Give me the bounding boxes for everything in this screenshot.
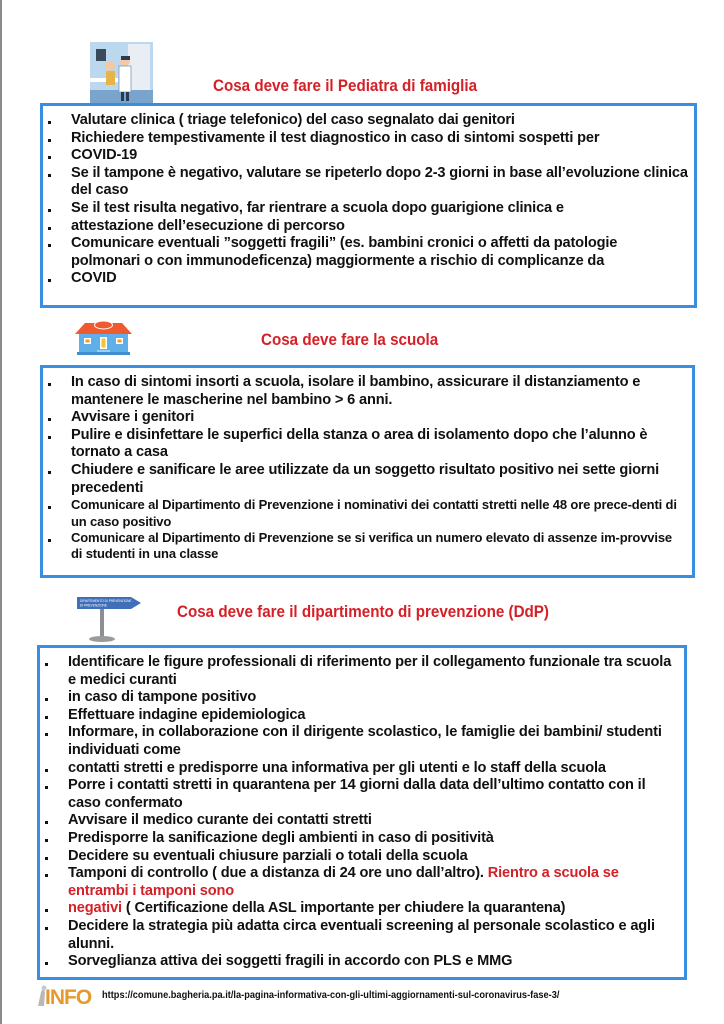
pediatra-actions-box: [40, 103, 697, 308]
list-item: attestazione dell’esecuzione di percorso: [43, 218, 688, 236]
school-building-icon: [75, 320, 132, 356]
list-item: In caso di sintomi insorti a scuola, isolare il bambino, assicurare il distanziamento e mantenere le mascherine nel bambino > 6 anni.: [43, 374, 686, 409]
list-item-text: Tamponi di controllo ( due a distanza di 24 ore uno dall’altro).: [68, 865, 488, 882]
list-item: Avvisare i genitori: [43, 409, 686, 427]
list-item: Effettuare indagine epidemiologica: [40, 707, 678, 725]
list-item: COVID: [43, 270, 688, 288]
list-item: Porre i contatti stretti in quarantena per 14 giorni dalla data dell’ultimo contatto con il caso confermato: [40, 777, 678, 812]
list-item: Richiedere tempestivamente il test diagnostico in caso di sintomi sospetti per: [43, 130, 688, 148]
list-item: Comunicare al Dipartimento di Prevenzione se si verifica un numero elevato di assenze im-provvise di studenti in una classe: [43, 530, 686, 563]
signpost-label: DIPARTIMENTO DI PREVENZIONE: [80, 599, 132, 603]
list-item: COVID-19: [43, 147, 688, 165]
list-item: contatti stretti e predisporre una informativa per gli utenti e lo staff della scuola: [40, 760, 678, 778]
info-logo: [35, 984, 97, 1013]
list-item: Comunicare al Dipartimento di Prevenzione i nominativi dei contatti stretti nelle 48 ore prece-denti di un caso positivo: [43, 497, 686, 530]
list-item: Se il tampone è negativo, valutare se ripeterlo dopo 2-3 giorni in base all’evoluzione clinica del caso: [43, 165, 688, 200]
info-logo-text: INFO: [45, 986, 92, 1008]
pediatra-actions-list: [43, 112, 688, 288]
list-item: [40, 900, 678, 918]
list-item: Comunicare eventuali ”soggetti fragili” (es. bambini cronici o affetti da patologie polmonari o con immunodeficenza) maggiormente a rischio di complicanze da: [43, 235, 688, 270]
list-item: Pulire e disinfettare le superfici della stanza o area di isolamento dopo che l’alunno è tornato a casa: [43, 427, 686, 462]
page-left-edge-rule: [0, 0, 2, 1024]
section-heading-pediatra: Cosa deve fare il Pediatra di famiglia: [213, 77, 478, 95]
list-item-red-text: negativi: [68, 900, 122, 917]
section-heading-scuola: Cosa deve fare la scuola: [261, 331, 439, 349]
list-item: Decidere la strategia più adatta circa eventuali screening al personale scolastico e agli alunni.: [40, 918, 678, 953]
list-item: Informare, in collaborazione con il dirigente scolastico, le famiglie dei bambini/ studenti individuati come: [40, 724, 678, 759]
list-item: Decidere su eventuali chiusure parziali o totali della scuola: [40, 848, 678, 866]
scuola-actions-box: [40, 365, 695, 578]
source-url-link[interactable]: https://comune.bagheria.pa.it/la-pagina-informativa-con-gli-ultimi-aggiornamenti-sul-coronavirus-fase-3/: [102, 989, 560, 1001]
list-item: Chiudere e sanificare le aree utilizzate da un soggetto risultato positivo nei sette giorni precedenti: [43, 462, 686, 497]
list-item-text: ( Certificazione della ASL importante per chiudere la quarantena): [121, 900, 566, 917]
section-heading-ddp: Cosa deve fare il dipartimento di prevenzione (DdP): [177, 603, 549, 621]
list-item: Se il test risulta negativo, far rientrare a scuola dopo guarigione clinica e: [43, 200, 688, 218]
doctor-child-illustration-icon: [90, 42, 153, 107]
ddp-actions-box: [37, 645, 687, 980]
list-item-red-text: Rientro a scuola se entrambi i tamponi sono: [68, 865, 619, 899]
list-item: Sorveglianza attiva dei soggetti fragili in accordo con PLS e MMG: [40, 953, 678, 971]
list-item: Valutare clinica ( triage telefonico) del caso segnalato dai genitori: [43, 112, 688, 130]
list-item: Predisporre la sanificazione degli ambienti in caso di positività: [40, 830, 678, 848]
list-item: Avvisare il medico curante dei contatti stretti: [40, 812, 678, 830]
list-item: in caso di tampone positivo: [40, 689, 678, 707]
list-item: [40, 865, 678, 900]
svg-text:DI PREVENZIONE: DI PREVENZIONE: [80, 603, 107, 608]
signpost-icon: [75, 595, 147, 643]
ddp-actions-list: [40, 654, 678, 971]
scuola-actions-list: [43, 374, 686, 563]
list-item: Identificare le figure professionali di riferimento per il collegamento funzionale tra scuola e medici curanti: [40, 654, 678, 689]
